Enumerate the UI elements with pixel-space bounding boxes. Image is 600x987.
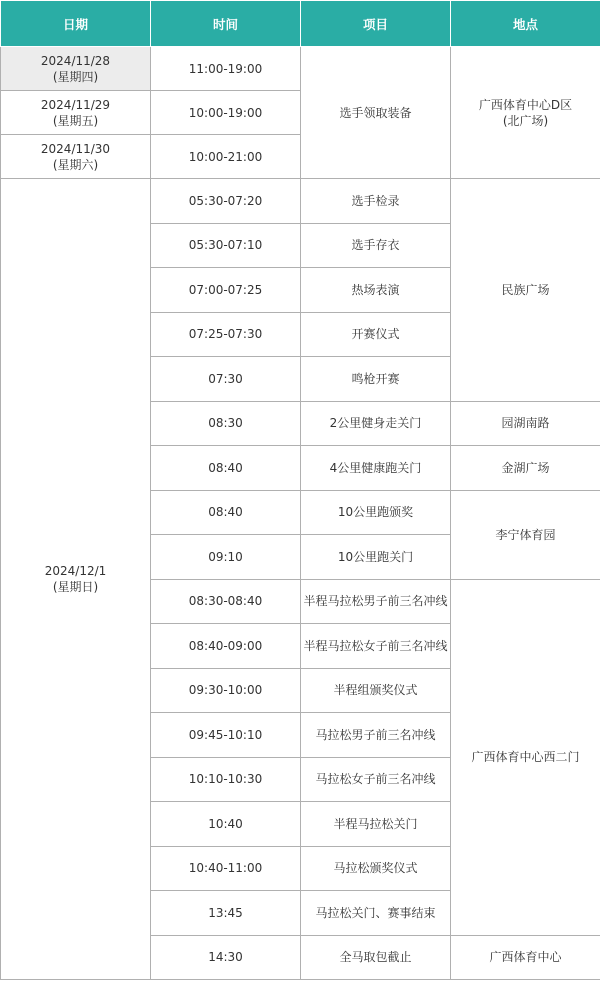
item-cell: 马拉松关门、赛事结束 (301, 891, 451, 936)
date-cell (1, 135, 151, 179)
date-text: 2024/11/29 (40, 97, 111, 112)
item-cell: 马拉松颁奖仪式 (301, 846, 451, 891)
item-cell: 选手领取装备 (301, 47, 451, 179)
weekday-text: (星期六) (52, 157, 99, 172)
item-cell: 开赛仪式 (301, 312, 451, 357)
place-cell: 金湖广场 (451, 446, 600, 491)
item-cell: 10公里跑颁奖 (301, 490, 451, 535)
time-cell: 09:45-10:10 (151, 713, 301, 758)
item-cell: 选手存衣 (301, 223, 451, 268)
time-cell: 07:25-07:30 (151, 312, 301, 357)
item-cell: 半程马拉松男子前三名冲线 (301, 579, 451, 624)
table-row (1, 179, 600, 224)
time-cell: 14:30 (151, 935, 301, 980)
item-cell: 半程马拉松女子前三名冲线 (301, 624, 451, 669)
time-cell: 10:40 (151, 802, 301, 847)
time-cell: 08:40-09:00 (151, 624, 301, 669)
item-cell: 全马取包截止 (301, 935, 451, 980)
place-cell: 李宁体育园 (451, 490, 600, 579)
place-cell (451, 47, 600, 179)
time-cell: 07:30 (151, 357, 301, 402)
date-text: 2024/11/28 (40, 53, 111, 68)
item-cell: 鸣枪开赛 (301, 357, 451, 402)
item-cell: 10公里跑关门 (301, 535, 451, 580)
header-row (1, 1, 600, 47)
place-subtext: (北广场) (502, 113, 549, 128)
item-cell: 热场表演 (301, 268, 451, 313)
time-cell: 10:40-11:00 (151, 846, 301, 891)
time-cell: 08:30 (151, 401, 301, 446)
item-cell: 2公里健身走关门 (301, 401, 451, 446)
item-cell: 马拉松女子前三名冲线 (301, 757, 451, 802)
weekday-text: (星期日) (52, 580, 99, 594)
item-cell: 选手检录 (301, 179, 451, 224)
header-item: 项目 (301, 1, 451, 47)
time-cell: 11:00-19:00 (151, 47, 301, 91)
header-time: 时间 (151, 1, 301, 47)
time-cell: 08:30-08:40 (151, 579, 301, 624)
item-cell: 马拉松男子前三名冲线 (301, 713, 451, 758)
race-date-cell (1, 179, 151, 980)
date-text: 2024/12/1 (44, 564, 107, 578)
table-row (1, 47, 600, 91)
weekday-text: (星期五) (52, 113, 99, 128)
place-cell: 广西体育中心西二门 (451, 579, 600, 935)
header-place: 地点 (451, 1, 600, 47)
time-cell: 09:10 (151, 535, 301, 580)
date-cell (1, 91, 151, 135)
time-cell: 09:30-10:00 (151, 668, 301, 713)
weekday-text: (星期四) (52, 69, 99, 84)
time-cell: 05:30-07:20 (151, 179, 301, 224)
place-cell: 民族广场 (451, 179, 600, 402)
time-cell: 07:00-07:25 (151, 268, 301, 313)
place-cell: 园湖南路 (451, 401, 600, 446)
time-cell: 13:45 (151, 891, 301, 936)
place-text: 广西体育中心D区 (478, 97, 573, 112)
item-cell: 半程马拉松关门 (301, 802, 451, 847)
header-date: 日期 (1, 1, 151, 47)
date-cell (1, 47, 151, 91)
time-cell: 10:10-10:30 (151, 757, 301, 802)
item-cell: 4公里健康跑关门 (301, 446, 451, 491)
date-text: 2024/11/30 (40, 141, 111, 156)
time-cell: 10:00-21:00 (151, 135, 301, 179)
time-cell: 05:30-07:10 (151, 223, 301, 268)
time-cell: 10:00-19:00 (151, 91, 301, 135)
time-cell: 08:40 (151, 490, 301, 535)
place-cell: 广西体育中心 (451, 935, 600, 980)
time-cell: 08:40 (151, 446, 301, 491)
item-cell: 半程组颁奖仪式 (301, 668, 451, 713)
